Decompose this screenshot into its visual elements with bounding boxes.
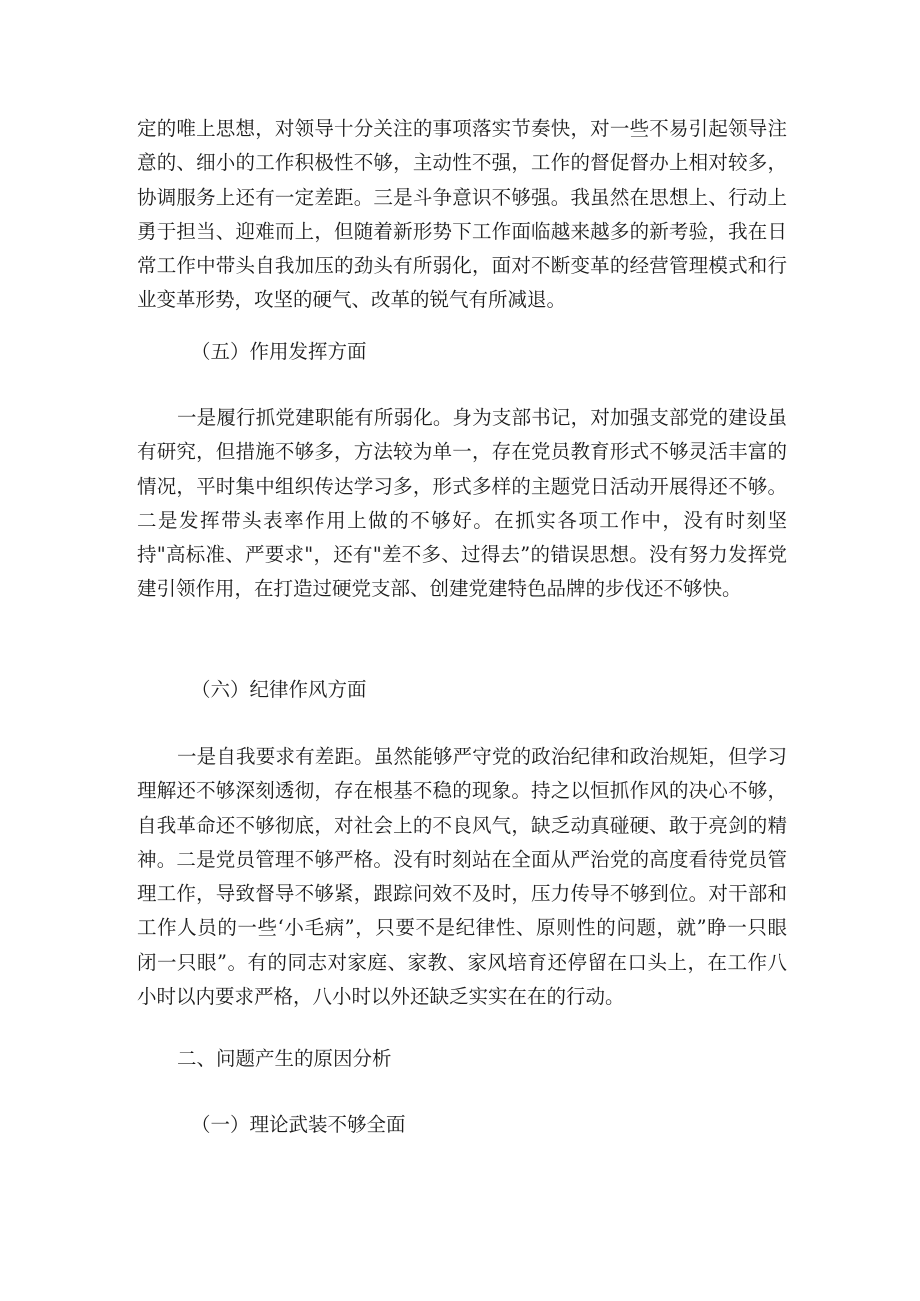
subsection-heading-2-1: （一）理论武装不够全面	[191, 1113, 406, 1136]
section-heading-5: （五）作用发挥方面	[191, 340, 367, 363]
paragraph-section-6: 一是自我要求有差距。虽然能够严守党的政治纪律和政治规矩，但学习理解还不够深刻透彻，存在根基不稳的现象。持之以恒抓作风的决心不够，自我革命还不够彻底，对社会上的不良风气，缺乏动真碰硬、敢于亮剑的精神。二是党员管理不够严格。没有时刻站在全面从严治党的高度看待党员管理工作，导致督导不够紧，跟踪问效不及时，压力传导不够到位。对干部和工作人员的一些‘小毛病”，只要不是纪律性、原则性的问题，就”睁一只眼闭一只眼”。有的同志对家庭、家教、家风培育还停留在口头上，在工作八小时以内要求严格，八小时以外还缺乏实实在在的行动。	[137, 745, 787, 1009]
section-heading-6: （六）纪律作风方面	[191, 678, 367, 701]
paragraph-section-5: 一是履行抓党建职能有所弱化。身为支部书记，对加强支部党的建设虽有研究，但措施不够多，方法较为单一，存在党员教育形式不够灵活丰富的情况，平时集中组织传达学习多，形式多样的主题党日活动开展得还不够。二是发挥带头表率作用上做的不够好。在抓实各项工作中，没有时刻坚持"高标准、严要求"，还有"差不多、过得去”的错误思想。没有努力发挥党建引领作用，在打造过硬党支部、创建党建特色品牌的步伐还不够快。	[137, 406, 787, 601]
paragraph-continuation: 定的唯上思想，对领导十分关注的事项落实节奏快，对一些不易引起领导注意的、细小的工作积极性不够，主动性不强，工作的督促督办上相对较多，协调服务上还有一定差距。三是斗争意识不够强。我虽然在思想上、行动上勇于担当、迎难而上，但随着新形势下工作面临越来越多的新考验，我在日常工作中带头自我加压的劲头有所弱化，面对不断变革的经营管理模式和行业变革形势，攻坚的硬气、改革的锐气有所减退。	[137, 117, 787, 312]
part-heading-2: 二、问题产生的原因分析	[177, 1047, 392, 1070]
